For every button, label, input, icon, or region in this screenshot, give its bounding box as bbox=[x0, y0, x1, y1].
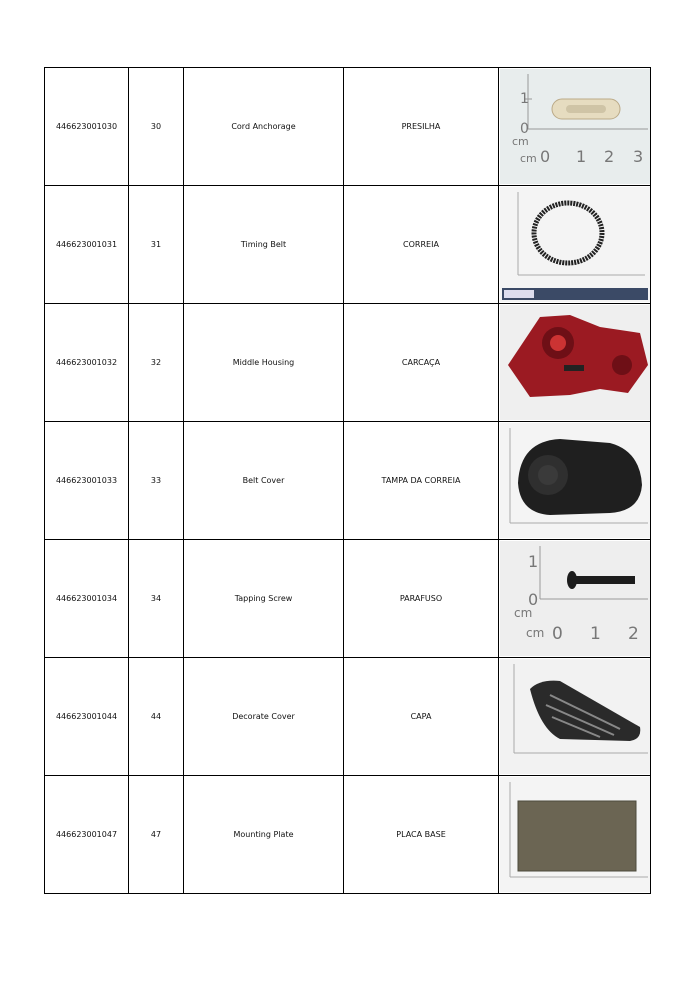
svg-text:1: 1 bbox=[575, 147, 586, 166]
description-pt: PARAFUSO bbox=[344, 540, 499, 658]
description-en: Timing Belt bbox=[184, 186, 344, 304]
table-row bbox=[45, 304, 651, 422]
svg-text:0: 0 bbox=[539, 147, 550, 166]
part-photo-cell bbox=[499, 540, 651, 658]
svg-text:2: 2 bbox=[627, 624, 639, 644]
svg-text:0: 0 bbox=[519, 121, 529, 137]
parts-table bbox=[44, 67, 651, 894]
description-en: Belt Cover bbox=[184, 422, 344, 540]
position-number: 33 bbox=[129, 422, 184, 540]
position-number: 31 bbox=[129, 186, 184, 304]
svg-text:0: 0 bbox=[551, 624, 563, 644]
tapping-screw-photo bbox=[500, 541, 650, 656]
svg-text:0: 0 bbox=[527, 590, 538, 609]
description-en: Cord Anchorage bbox=[184, 68, 344, 186]
position-number: 44 bbox=[129, 658, 184, 776]
table-row bbox=[45, 540, 651, 658]
svg-text:2: 2 bbox=[603, 147, 614, 166]
position-number: 34 bbox=[129, 540, 184, 658]
description-pt: CARCAÇA bbox=[344, 304, 499, 422]
part-number: 446623001032 bbox=[45, 304, 129, 422]
svg-text:3: 3 bbox=[632, 147, 643, 166]
description-en: Decorate Cover bbox=[184, 658, 344, 776]
mounting-plate-photo bbox=[500, 777, 650, 892]
svg-text:1: 1 bbox=[589, 624, 601, 644]
table-row bbox=[45, 186, 651, 304]
part-number: 446623001033 bbox=[45, 422, 129, 540]
table-row bbox=[45, 776, 651, 894]
part-photo-cell bbox=[499, 658, 651, 776]
description-en: Tapping Screw bbox=[184, 540, 344, 658]
table-row bbox=[45, 658, 651, 776]
table-row bbox=[45, 68, 651, 186]
description-pt: PLACA BASE bbox=[344, 776, 499, 894]
svg-text:cm: cm bbox=[519, 152, 537, 165]
description-en: Middle Housing bbox=[184, 304, 344, 422]
part-photo-cell bbox=[499, 776, 651, 894]
table-row bbox=[45, 422, 651, 540]
svg-text:cm: cm bbox=[513, 606, 532, 620]
position-number: 30 bbox=[129, 68, 184, 186]
description-pt: PRESILHA bbox=[344, 68, 499, 186]
position-number: 47 bbox=[129, 776, 184, 894]
svg-text:1: 1 bbox=[519, 91, 529, 107]
part-number: 446623001034 bbox=[45, 540, 129, 658]
svg-text:cm: cm bbox=[511, 135, 529, 148]
position-number: 32 bbox=[129, 304, 184, 422]
description-pt: CAPA bbox=[344, 658, 499, 776]
timing-belt-photo bbox=[500, 187, 650, 302]
belt-cover-photo bbox=[500, 423, 650, 538]
part-number: 446623001044 bbox=[45, 658, 129, 776]
part-number: 446623001047 bbox=[45, 776, 129, 894]
part-photo-cell bbox=[499, 422, 651, 540]
svg-text:1: 1 bbox=[527, 552, 538, 571]
part-number: 446623001031 bbox=[45, 186, 129, 304]
part-photo-cell bbox=[499, 186, 651, 304]
middle-housing-photo bbox=[500, 305, 650, 420]
part-number: 446623001030 bbox=[45, 68, 129, 186]
svg-text:cm: cm bbox=[525, 626, 544, 640]
cord-anchorage-photo bbox=[500, 69, 650, 184]
description-en: Mounting Plate bbox=[184, 776, 344, 894]
description-pt: CORREIA bbox=[344, 186, 499, 304]
description-pt: TAMPA DA CORREIA bbox=[344, 422, 499, 540]
decorate-cover-photo bbox=[500, 659, 650, 774]
part-photo-cell bbox=[499, 304, 651, 422]
part-photo-cell bbox=[499, 68, 651, 186]
